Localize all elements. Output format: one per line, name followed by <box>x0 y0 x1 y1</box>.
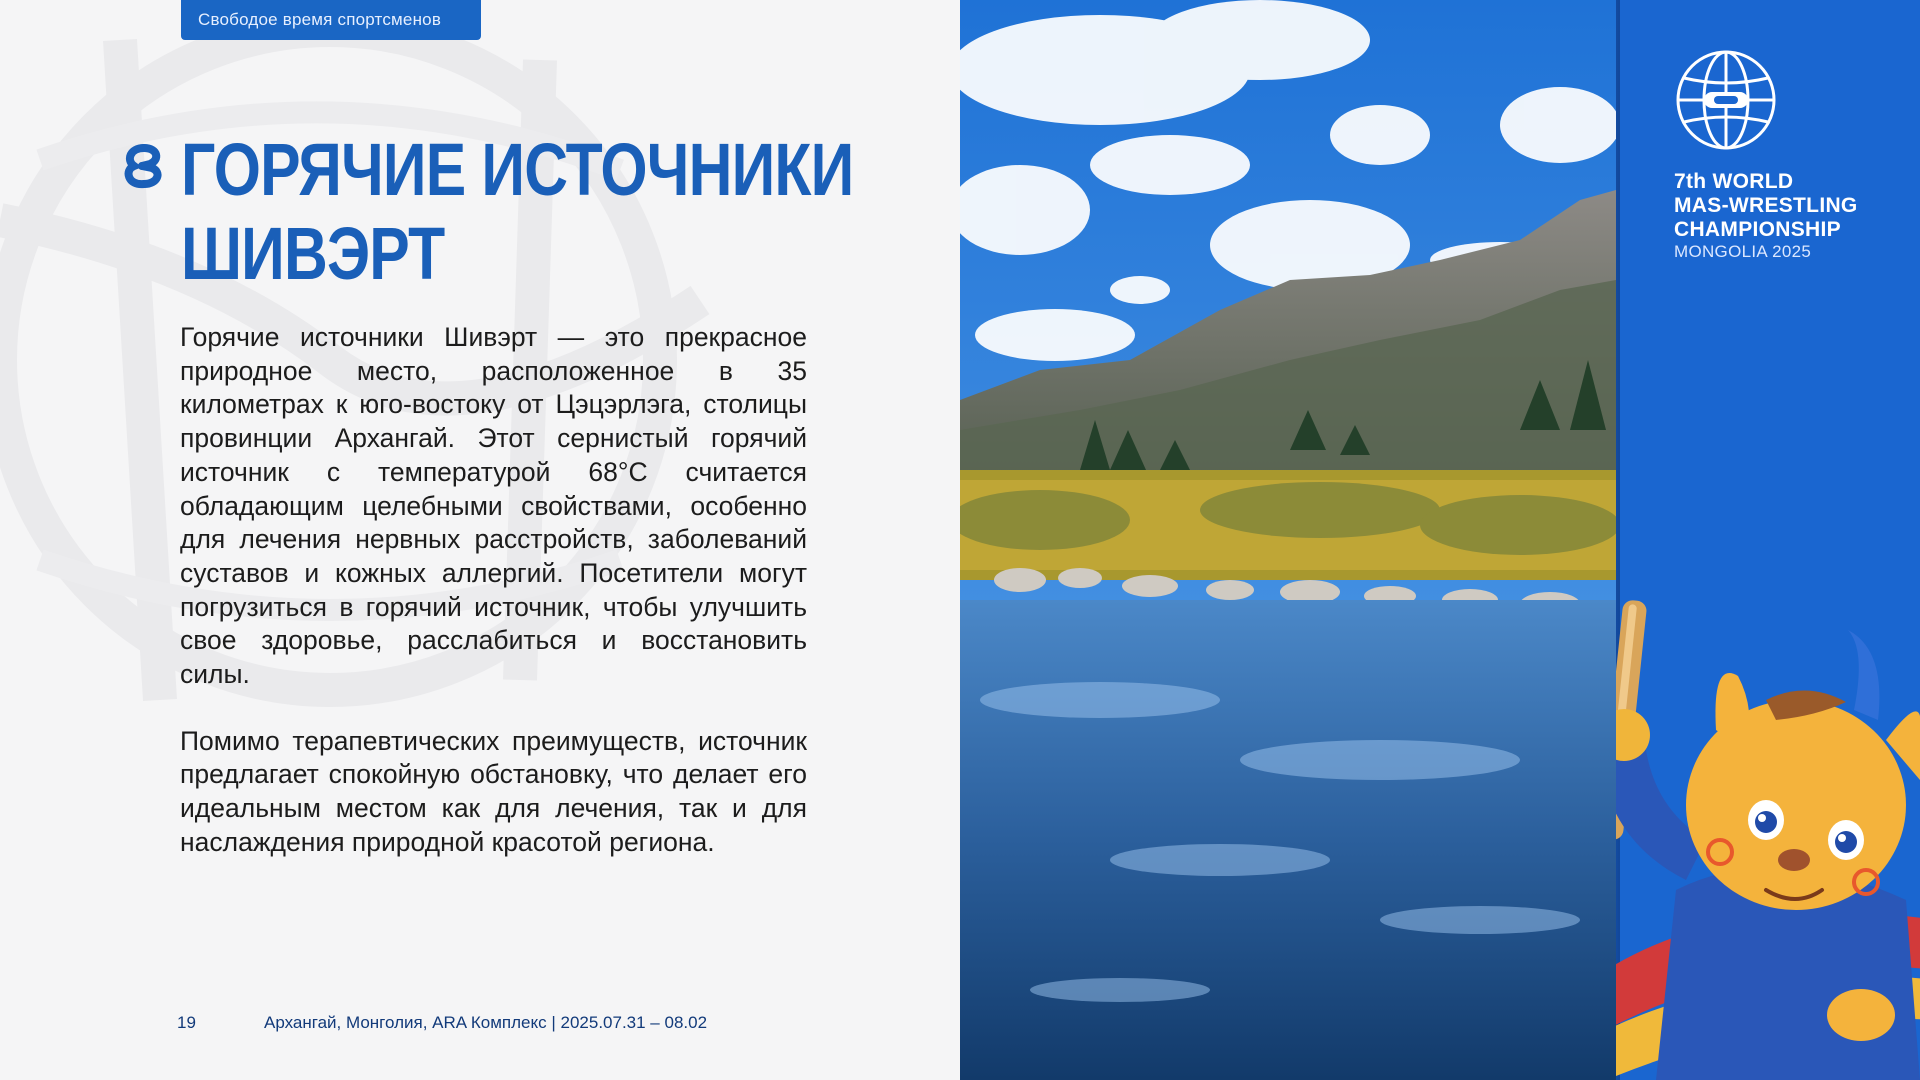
swirl-icon <box>120 140 166 192</box>
page-title <box>181 128 854 296</box>
paragraph-1: Горячие источники Шивэрт — это прекрасное природное место, расположенное в 35 километрах к юго-востоку от Цэцэрлэга, столицы провинции Архангай. Этот сернистый горячий источник с температурой 68°C считается обладающим целебными свойствами, особенно для лечения нервных расстройств, заболеваний суставов и кожных аллергий. Посетители могут погрузиться в горячий источник, чтобы улучшить свое здоровье, расслабиться и восстановить силы. <box>180 322 807 690</box>
brand-subtitle: MONGOLIA 2025 <box>1674 242 1812 261</box>
globe-logo-icon <box>1674 48 1778 152</box>
mascot-illustration <box>1616 590 1920 1080</box>
body-text <box>180 321 807 893</box>
section-tag: Свободое время спортсменов <box>181 0 481 40</box>
page-number: 19 <box>177 1013 196 1032</box>
brand-line-2: MAS-WRESTLING <box>1674 194 1858 217</box>
brand-panel <box>1616 0 1920 1080</box>
brand-line-1: 7th WORLD <box>1674 170 1794 193</box>
title-line-2: ШИВЭРТ <box>181 212 445 295</box>
paragraph-2: Помимо терапевтических преимуществ, источник предлагает спокойную обстановку, что делает его идеальным местом как для лечения, так и для наслаждения природной красотой региона. <box>180 725 807 857</box>
brand-title <box>1674 170 1858 242</box>
title-line-1: ГОРЯЧИЕ ИСТОЧНИКИ <box>181 128 854 211</box>
footer-location: Архангай, Монголия, ARA Комплекс | 2025.07.31 – 08.02 <box>264 1013 708 1032</box>
hot-spring-photo <box>960 0 1616 1080</box>
brand-line-3: CHAMPIONSHIP <box>1674 218 1841 241</box>
